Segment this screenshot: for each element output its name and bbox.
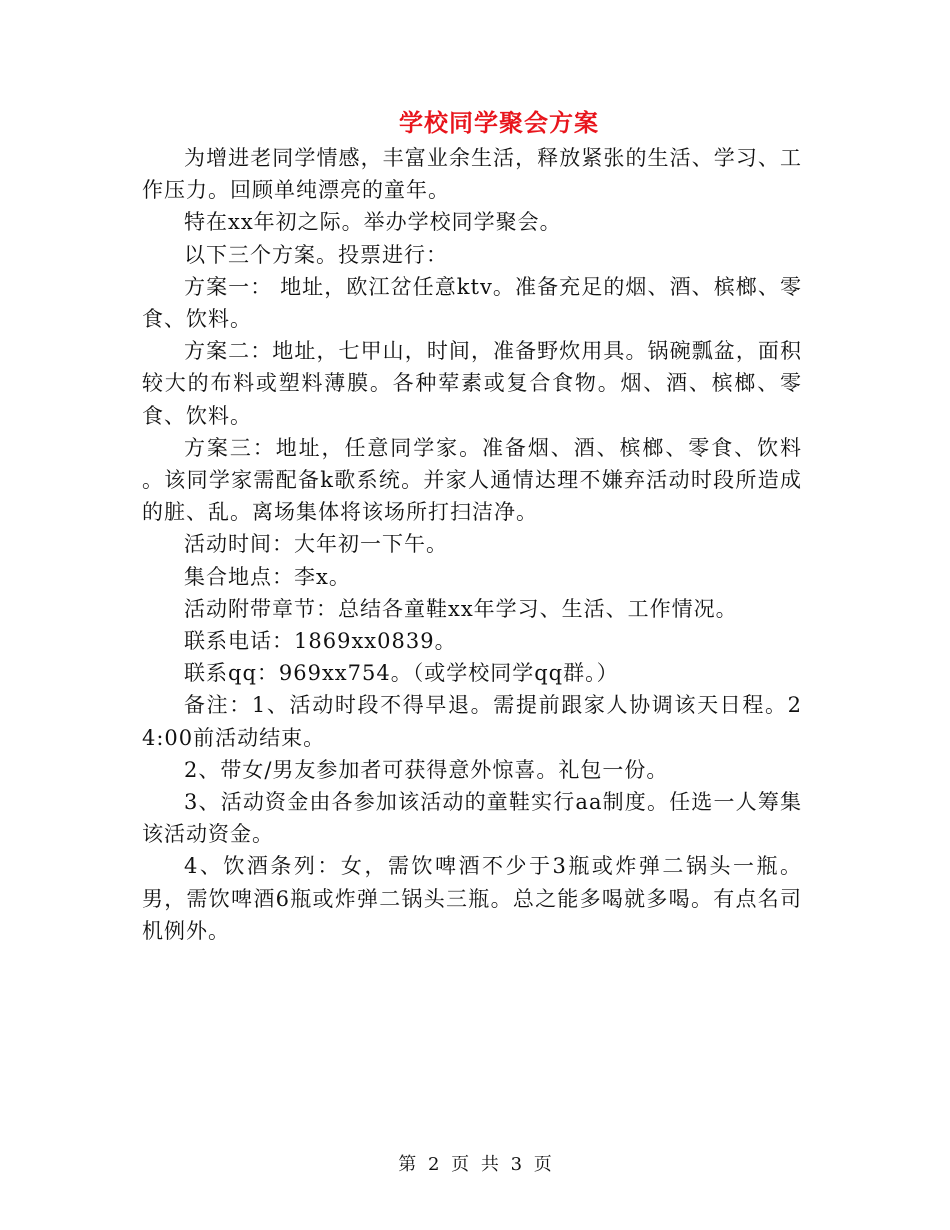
page-number: 第 2 页 共 3 页	[398, 1154, 552, 1175]
paragraph-note-2: 2、带女/男友参加者可获得意外惊喜。礼包一份。	[184, 757, 669, 782]
document-body	[142, 142, 802, 947]
paragraph-phone: 联系电话：1869xx0839。	[184, 629, 457, 654]
paragraph-plan-three: 方案三：地址，任意同学家。准备烟、酒、槟榔、零食、饮料 。该同学家需配备k歌系统。并家人通情达理不嫌弃活动时段所造成的脏、乱。离场集体将该场所打扫洁净。	[142, 435, 802, 525]
paragraph-occasion: 特在xx年初之际。举办学校同学聚会。	[184, 210, 562, 235]
paragraph-voting: 以下三个方案。投票进行：	[184, 242, 448, 267]
paragraph-note-3: 3、活动资金由各参加该活动的童鞋实行aa制度。任选一人筹集该活动资金。	[142, 790, 802, 847]
paragraph-note-1: 备注：1、活动时段不得早退。需提前跟家人协调该天日程。24:00前活动结束。	[142, 693, 802, 750]
document-title: 学校同学聚会方案	[399, 108, 599, 137]
paragraph-intro: 为增进老同学情感，丰富业余生活，释放紧张的生活、学习、工作压力。回顾单纯漂亮的童年。	[142, 146, 802, 203]
paragraph-extra-section: 活动附带章节：总结各童鞋xx年学习、生活、工作情况。	[184, 596, 738, 621]
paragraph-plan-one: 方案一： 地址，欧江岔任意ktv。准备充足的烟、酒、槟榔、零食、饮料。	[142, 274, 802, 332]
paragraph-activity-time: 活动时间：大年初一下午。	[184, 532, 448, 557]
paragraph-note-4: 4、饮酒条列：女，需饮啤酒不少于3瓶或炸弹二锅头一瓶。男，需饮啤酒6瓶或炸弹二锅头三瓶。总之能多喝就多喝。有点名司机例外。	[142, 854, 802, 943]
paragraph-meeting-place: 集合地点：李x。	[184, 564, 351, 589]
paragraph-qq: 联系qq：969xx754。（或学校同学qq群。）	[184, 661, 619, 686]
paragraph-plan-two: 方案二：地址，七甲山，时间，准备野炊用具。锅碗瓢盆，面积较大的布料或塑料薄膜。各种荤素或复合食物。烟、酒、槟榔、零食、饮料。	[142, 339, 802, 428]
